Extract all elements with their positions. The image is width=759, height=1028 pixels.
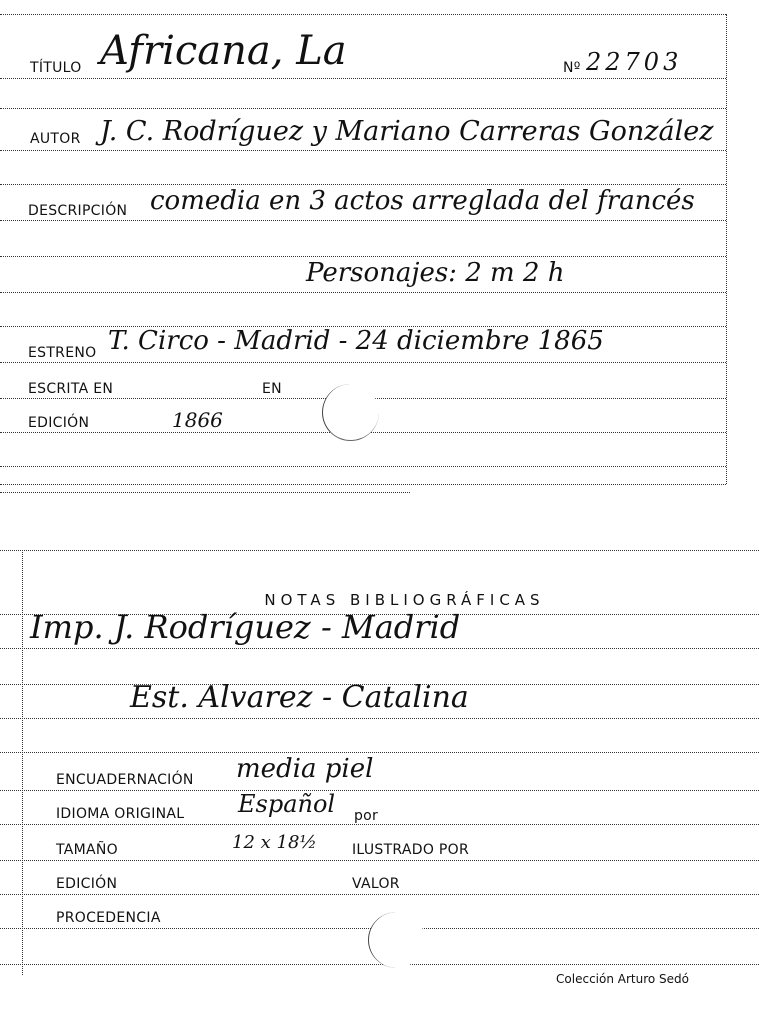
ruled-line xyxy=(0,466,726,467)
note-line-estampa: Est. Alvarez - Catalina xyxy=(130,680,469,715)
idioma-value: Español xyxy=(238,790,336,818)
por-label: por xyxy=(354,808,379,824)
edicion-label: EDICIÓN xyxy=(28,415,90,431)
ruled-line xyxy=(0,824,759,825)
catalog-card-front xyxy=(0,0,759,500)
descripcion-value: comedia en 3 actos arreglada del francés xyxy=(150,186,695,216)
ruled-line xyxy=(0,362,726,363)
ruled-line xyxy=(0,78,726,79)
card-bottom-border xyxy=(0,484,726,485)
estreno-value: T. Circo - Madrid - 24 diciembre 1865 xyxy=(108,326,604,356)
notas-heading: NOTAS BIBLIOGRÁFICAS xyxy=(264,591,545,609)
card-tear-edge xyxy=(0,492,410,493)
ruled-line xyxy=(0,150,726,151)
catalog-card-notes xyxy=(0,540,759,1028)
punch-hole xyxy=(368,912,425,968)
card-top-border xyxy=(0,550,759,551)
ruled-line xyxy=(0,894,759,895)
ruled-line xyxy=(0,964,759,965)
tamano-label: TAMAÑO xyxy=(56,842,118,858)
card-top-border xyxy=(0,14,726,15)
collection-footer: Colección Arturo Sedó xyxy=(556,972,689,986)
edicion-value: 1866 xyxy=(172,408,223,432)
encuadernacion-value: media piel xyxy=(236,754,374,784)
numero-label: Nº xyxy=(563,60,581,76)
ilustrado-label: ILUSTRADO POR xyxy=(352,842,469,858)
punch-hole xyxy=(322,384,379,441)
estreno-label: ESTRENO xyxy=(28,345,97,361)
tamano-value: 12 x 18½ xyxy=(232,832,317,853)
card-right-border xyxy=(726,14,727,484)
ruled-line xyxy=(0,292,726,293)
ruled-line xyxy=(0,790,759,791)
ruled-line xyxy=(0,752,759,753)
valor-label: VALOR xyxy=(352,876,400,892)
escrita-en-label: ESCRITA EN xyxy=(28,381,114,397)
ruled-line xyxy=(0,648,759,649)
procedencia-label: PROCEDENCIA xyxy=(56,910,161,926)
ruled-line xyxy=(0,108,726,109)
ruled-line xyxy=(0,256,726,257)
autor-value: J. C. Rodríguez y Mariano Carreras González xyxy=(100,116,714,147)
titulo-value: Africana, La xyxy=(100,28,347,74)
autor-label: AUTOR xyxy=(30,131,81,147)
personajes-value: Personajes: 2 m 2 h xyxy=(306,258,565,288)
numero-value: 22703 xyxy=(586,48,683,76)
ruled-line xyxy=(0,220,726,221)
titulo-label: TÍTULO xyxy=(30,60,82,76)
ruled-line xyxy=(0,860,759,861)
descripcion-label: DESCRIPCIÓN xyxy=(28,203,128,219)
edicion-label: EDICIÓN xyxy=(56,876,118,892)
en-label: EN xyxy=(262,381,282,397)
note-line-imprenta: Imp. J. Rodríguez - Madrid xyxy=(30,608,461,646)
ruled-line xyxy=(0,718,759,719)
encuadernacion-label: ENCUADERNACIÓN xyxy=(56,772,194,788)
ruled-line xyxy=(0,184,726,185)
idioma-label: IDIOMA ORIGINAL xyxy=(56,806,185,822)
